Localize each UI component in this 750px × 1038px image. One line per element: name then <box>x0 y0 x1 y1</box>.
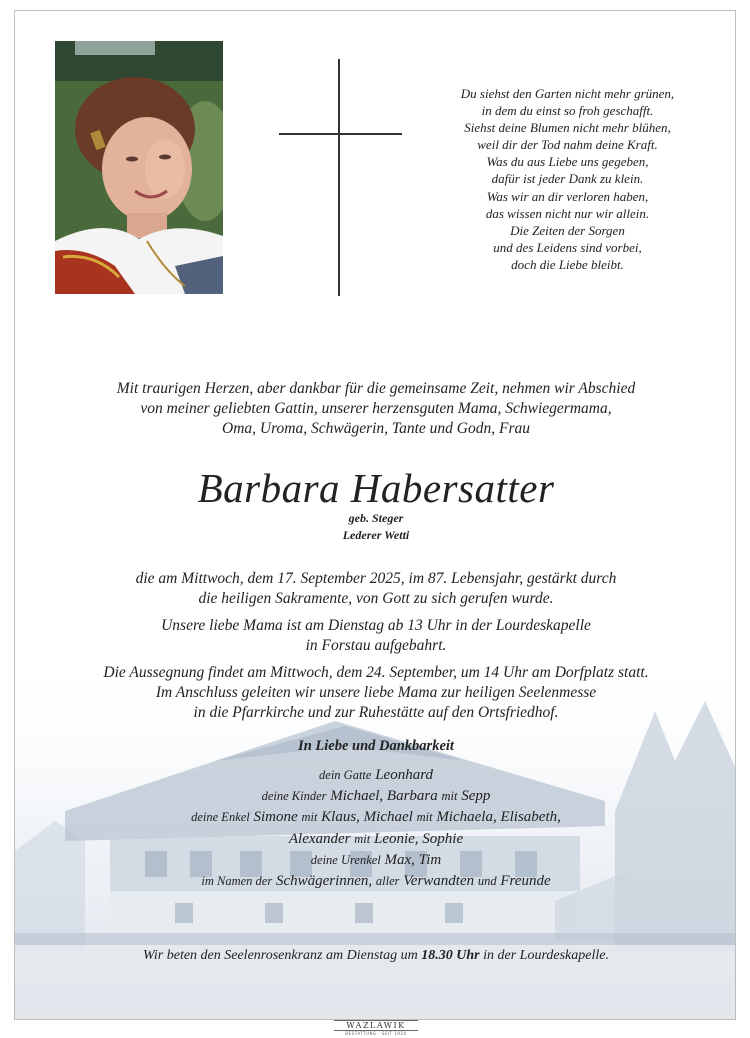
grandchildren-prefix: deine Enkel <box>191 810 250 825</box>
rosary-notice <box>35 948 717 964</box>
connector-mit: mit <box>301 810 318 825</box>
viewing-line: Unsere liebe Mama ist am Dienstag ab 13 Uhr in der Lourdeskapelle <box>161 617 591 634</box>
intro-line: Oma, Uroma, Schwägerin, Tante und Godn, Frau <box>222 420 530 437</box>
relatives-line <box>35 871 717 892</box>
poem-line: Siehst deine Blumen nicht mehr blühen, <box>464 120 671 136</box>
death-notice <box>35 569 717 609</box>
children-partner: Sepp <box>461 788 491 805</box>
great-grandchildren-prefix: deine Urenkel <box>310 852 381 867</box>
relatives-relatives: Verwandten <box>403 873 475 890</box>
memorial-poem <box>420 85 715 273</box>
deceased-name: Barbara Habersatter <box>197 465 555 511</box>
cross-horizontal-bar <box>279 133 402 135</box>
connector-mit: mit <box>416 810 433 825</box>
cross-vertical-bar <box>338 59 340 296</box>
connector-mit: mit <box>354 831 371 846</box>
relatives-friends: Freunde <box>500 873 551 890</box>
poem-line: doch die Liebe bleibt. <box>511 256 624 272</box>
grandchild-name: Klaus, Michael <box>321 809 413 826</box>
grandchild-name: Alexander <box>288 830 351 847</box>
portrait-illustration <box>55 41 223 294</box>
grandchildren-line <box>35 807 717 828</box>
rosary-text: Wir beten den Seelenrosenkranz am Dienstag um <box>143 948 418 963</box>
mourners-list <box>35 765 717 892</box>
grandchild-name: Simone <box>253 809 298 826</box>
funeral-line: in die Pfarrkirche und zur Ruhestätte auf den Ortsfriedhof. <box>193 704 559 721</box>
poem-line: und des Leidens sind vorbei, <box>493 239 642 255</box>
poem-line: Was du aus Liebe uns gegeben, <box>486 154 649 170</box>
great-grandchildren-line <box>35 850 717 871</box>
deceased-details <box>15 510 736 544</box>
grandchild-name: Michaela, Elisabeth, <box>436 809 561 826</box>
connector-aller: aller <box>375 874 400 889</box>
grandchildren-line-2 <box>35 829 717 850</box>
poem-line: das wissen nicht nur wir allein. <box>485 205 650 221</box>
viewing-line: in Forstau aufgebahrt. <box>305 637 447 654</box>
poem-line: Die Zeiten der Sorgen <box>510 222 625 238</box>
house-nickname: Lederer Wetti <box>342 528 410 542</box>
funeral-line: Im Anschluss geleiten wir unsere liebe Mama zur heiligen Seelenmesse <box>155 684 597 701</box>
children-names: Michael, Barbara <box>330 788 438 805</box>
connector-und: und <box>477 874 497 889</box>
poem-line: in dem du einst so froh geschafft. <box>481 103 654 119</box>
farewell-intro <box>35 379 717 439</box>
grandchild-name: Leonie, Sophie <box>373 830 464 847</box>
logo-brand: WAZLAWIK <box>334 1020 418 1031</box>
mourners-heading: In Liebe und Dankbarkeit <box>298 738 454 754</box>
poem-line: Was wir an dir verloren haben, <box>486 188 649 204</box>
funeral-line: Die Aussegnung findet am Mittwoch, dem 24. September, um 14 Uhr am Dorfplatz statt. <box>103 664 649 681</box>
poem-line: weil dir der Tod nahm deine Kraft. <box>477 137 658 153</box>
viewing-notice <box>35 616 717 656</box>
intro-line: Mit traurigen Herzen, aber dankbar für die gemeinsame Zeit, nehmen wir Abschied <box>116 380 636 397</box>
rosary-time: 18.30 Uhr <box>421 948 480 963</box>
intro-line: von meiner geliebten Gattin, unserer herzensguten Mama, Schwiegermama, <box>140 400 612 417</box>
obituary-sheet <box>14 10 736 1020</box>
death-line: die am Mittwoch, dem 17. September 2025, im 87. Lebensjahr, gestärkt durch <box>135 570 617 587</box>
great-grandchildren-names: Max, Tim <box>384 851 442 868</box>
logo-subtitle: BESTATTUNG · SEIT 1920 <box>345 1031 407 1036</box>
spouse-prefix: dein Gatte <box>319 768 372 782</box>
funeral-home-logo <box>334 1020 418 1036</box>
poem-line: Du siehst den Garten nicht mehr grünen, <box>460 86 675 101</box>
poem-line: dafür ist jeder Dank zu klein. <box>491 171 644 187</box>
maiden-name: geb. Steger <box>348 511 404 525</box>
rosary-location: in der Lourdeskapelle. <box>483 948 609 963</box>
spouse-line <box>35 765 717 786</box>
relatives-sisters-in-law: Schwägerinnen, <box>275 873 373 890</box>
portrait-photo <box>55 41 223 294</box>
relatives-prefix: im Namen der <box>201 874 273 889</box>
children-prefix: deine Kinder <box>261 789 327 804</box>
connector-mit: mit <box>441 789 458 804</box>
spouse-name: Leonhard <box>375 767 433 783</box>
funeral-notice <box>35 663 717 723</box>
children-line <box>35 786 717 807</box>
death-line: die heiligen Sakramente, von Gott zu sich gerufen wurde. <box>198 590 554 607</box>
